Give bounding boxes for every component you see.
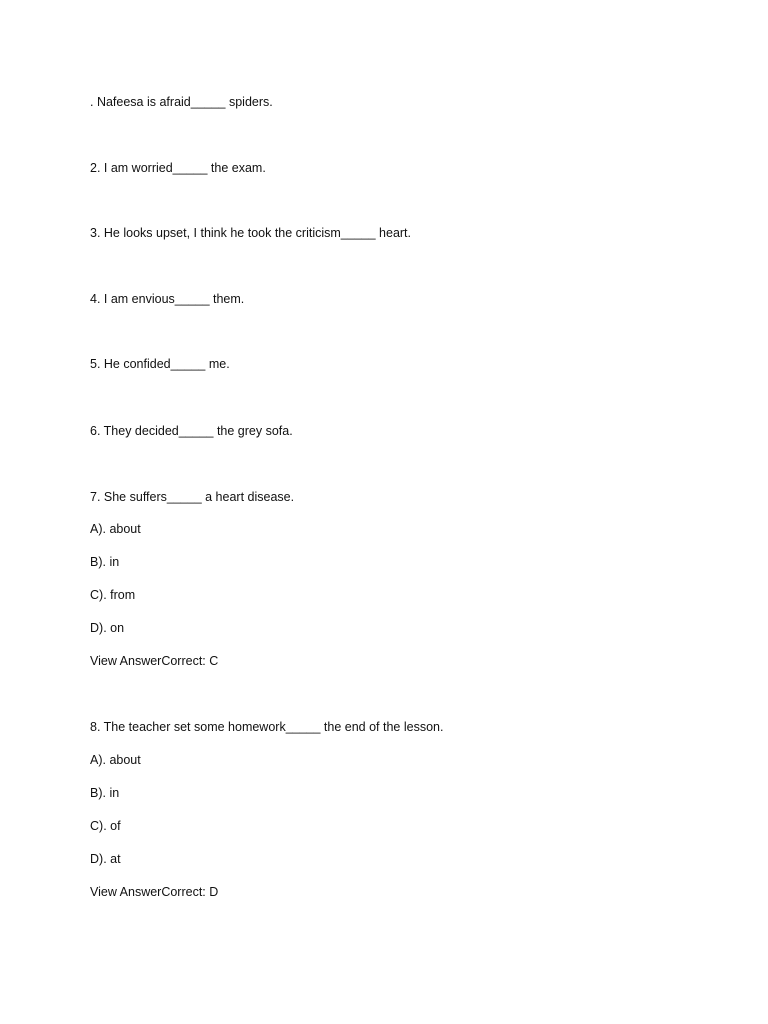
- question-6: 6. They decided_____ the grey sofa.: [90, 424, 293, 438]
- q8-option-d: D). at: [90, 852, 121, 866]
- question-5: 5. He confided_____ me.: [90, 357, 230, 371]
- question-8: 8. The teacher set some homework_____ the end of the lesson.: [90, 720, 444, 734]
- question-3: 3. He looks upset, I think he took the criticism_____ heart.: [90, 226, 412, 240]
- q7-answer: View AnswerCorrect: C: [90, 654, 219, 668]
- question-1: . Nafeesa is afraid_____ spiders.: [90, 95, 273, 109]
- q8-option-c: C). of: [90, 819, 121, 833]
- q8-option-a: A). about: [90, 753, 141, 767]
- q8-option-b: B). in: [90, 786, 120, 800]
- q7-option-a: A). about: [90, 522, 141, 536]
- question-4: 4. I am envious_____ them.: [90, 292, 245, 306]
- q7-option-d: D). on: [90, 621, 125, 635]
- question-2: 2. I am worried_____ the exam.: [90, 161, 266, 175]
- q8-answer: View AnswerCorrect: D: [90, 885, 219, 899]
- q7-option-b: B). in: [90, 555, 120, 569]
- question-7: 7. She suffers_____ a heart disease.: [90, 490, 295, 504]
- q7-option-c: C). from: [90, 588, 136, 602]
